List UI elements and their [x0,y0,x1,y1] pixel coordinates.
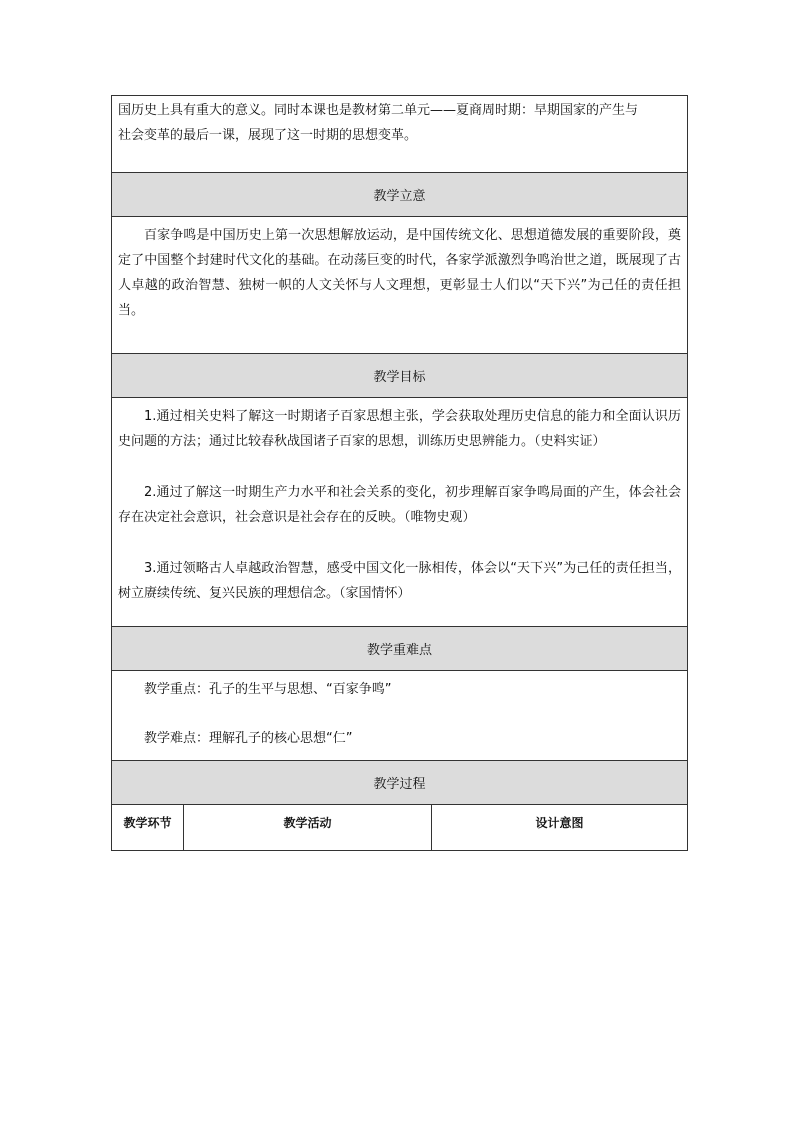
section-header-teaching-intent [112,173,687,217]
difficult-point: 教学难点：理解孔子的核心思想“仁” [144,731,353,746]
teaching-objectives-cell [112,398,687,627]
section-title: 教学目标 [373,370,426,385]
intro-cell [112,96,687,173]
section-title: 教学重难点 [366,643,432,658]
section-header-teaching-process [112,761,687,805]
section-header-key-difficult-points [112,627,687,671]
objective-item: 2.通过了解这一时期生产力水平和社会关系的变化，初步理解百家争鸣局面的产生，体会社会存在决定社会意识，社会意识是社会存在的反映。（唯物史观） [118,485,681,525]
teaching-intent-paragraph: 百家争鸣是中国历史上第一次思想解放运动，是中国传统文化、思想道德发展的重要阶段，奠定了中国整个封建时代文化的基础。在动荡巨变的时代，各家学派激烈争鸣治世之道，既展现了古人卓越的政治智慧、独树一帜的人文关怀与人文理想，更彰显士人们以“天下兴”为己任的责任担当。 [118,228,681,318]
lesson-plan-table [111,95,688,851]
objective-item: 3.通过领略古人卓越政治智慧，感受中国文化一脉相传，体会以“天下兴”为己任的责任担当，树立赓续传统、复兴民族的理想信念。（家国情怀） [118,561,681,601]
column-header-stage: 教学环节 [112,805,184,850]
section-title: 教学过程 [373,777,426,792]
column-header-activity: 教学活动 [184,805,432,850]
key-point: 教学重点：孔子的生平与思想、“百家争鸣” [144,682,392,697]
intro-line-1: 国历史上具有重大的意义。同时本课也是教材第二单元——夏商周时期：早期国家的产生与 [118,103,639,118]
objective-item: 1.通过相关史料了解这一时期诸子百家思想主张，学会获取处理历史信息的能力和全面认识历史问题的方法；通过比较春秋战国诸子百家的思想，训练历史思辨能力。（史料实证） [118,409,681,449]
section-title: 教学立意 [373,189,426,204]
section-header-teaching-objectives [112,354,687,398]
teaching-intent-cell [112,217,687,354]
column-header-intent: 设计意图 [535,816,584,830]
key-difficult-points-cell [112,671,687,761]
intro-line-2: 社会变革的最后一课，展现了这一时期的思想变革。 [118,128,418,143]
process-column-headers [112,805,687,850]
